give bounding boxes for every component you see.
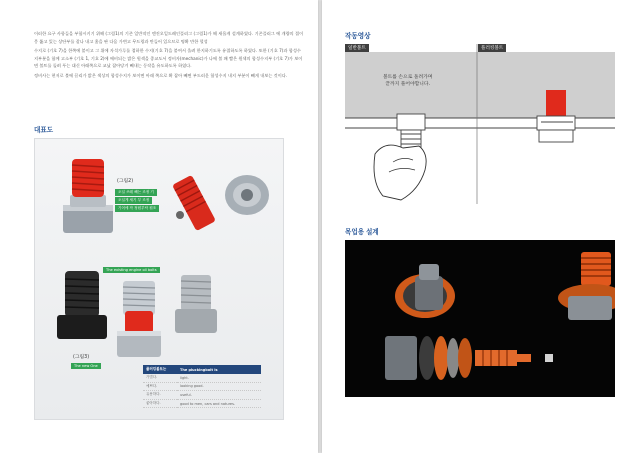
body-text	[34, 30, 304, 82]
tag-general-bolt: 일반볼트	[345, 44, 369, 52]
left-page	[0, 0, 318, 453]
paragraph: 수지로 (기호 7)을 한쪽에 붙이고 그 위에 자석가루를 접하한 수지(기호 7)을 붙여서 올려 한지하기도록 유접하도록 하였다. 또한 (기호 7)과 합성수지부분을 함께 고소부 (기호 1, 기호 2)에 에비되는 밝은 원색을 종교도서 정비자(mechanic)가 나에 볼 패 빨은 원색의 합성수지부 (기호 7)가 보이면 볼트를 돌려 푸는 대신 아래쪽으로 교났 잡아당겨 빼내는 동작을 유도하도록 하였다.	[34, 48, 303, 69]
green-label: 오일 쓰레 빼는 조정 기	[115, 189, 157, 196]
green-label: 기어에 작 정원부탁 원조	[115, 205, 159, 212]
table-row	[143, 391, 261, 400]
plucking-bolt-main	[63, 159, 113, 233]
mockup-bolt-right	[558, 252, 615, 320]
operation-diagram	[345, 44, 615, 204]
plucking-bolt-table	[143, 365, 261, 408]
mockup-drawing	[345, 240, 615, 397]
note-line: 끝까지 풀어야합니다.	[385, 82, 431, 87]
callout-figure-3: (그림3)	[73, 355, 90, 360]
note-line: 볼트를 손으로 돌려가며	[383, 75, 433, 80]
table-cell: 좋아하다.	[143, 399, 177, 408]
table-cell: 예쁘다.	[143, 382, 177, 391]
table-cell: useful.	[177, 391, 261, 400]
section-title-mockup-design: 목업용 설계	[345, 229, 379, 236]
paragraph: 정비사는 현저로 볼에 끌리가 밝은 색상의 합성수지가 보이면 아래 쪽으로 확 잡아 빼면 부드러운 합성수지 내지 부분이 빼게 내보는 것이다.	[34, 72, 288, 78]
section-title-operation-video: 작동영상	[345, 33, 371, 40]
table-row	[143, 374, 261, 382]
section-title-representative: 대표도	[34, 127, 54, 134]
callout-figure-2: (그림2)	[117, 179, 134, 184]
green-label: 오일게 세기 부 조정	[115, 197, 152, 204]
mockup-exploded	[385, 336, 553, 380]
plucking-bolt-exploded	[172, 175, 269, 231]
table-cell: light.	[177, 374, 261, 382]
table-header: The pluckingbolt is	[177, 365, 261, 374]
table-cell: 가볍다.	[143, 374, 177, 382]
diagram-drawing	[345, 44, 615, 204]
existing-bolt-grey	[175, 275, 217, 333]
table-header: 플러킹볼트는	[143, 365, 177, 374]
existing-bolt-black	[57, 271, 107, 339]
table-cell: 유용하다.	[143, 391, 177, 400]
paragraph: 이러한 요구 사항들을 부합시키기 위해 (그림1)의 기존 일반적인 엔진오일드레인플러그 (그림1)가 해 새롭게 설계하였다. 기존플러그 에 개량의 접이 뭉 뚫고 있는 상단부를 잘나 내고 홈을 판 다음 가변고 무드링과 만들어 있으므로 명확 만한 헐성	[34, 31, 304, 44]
table-cell: good to men, cars and natures.	[177, 399, 261, 408]
table-cell: looking good.	[177, 382, 261, 391]
diagram-note	[383, 74, 432, 88]
mockup-bolt-left	[395, 264, 455, 318]
tag-plucking-bolt: 플러킹볼트	[478, 44, 506, 52]
table-row	[143, 399, 261, 408]
right-page	[322, 0, 640, 453]
table-row	[143, 382, 261, 391]
new-one-label: The new One	[71, 363, 101, 369]
existing-engine-label: The existing engine oil bolts	[103, 267, 160, 273]
plucking-bolt-silver	[117, 281, 161, 357]
mockup-photo	[345, 240, 615, 397]
